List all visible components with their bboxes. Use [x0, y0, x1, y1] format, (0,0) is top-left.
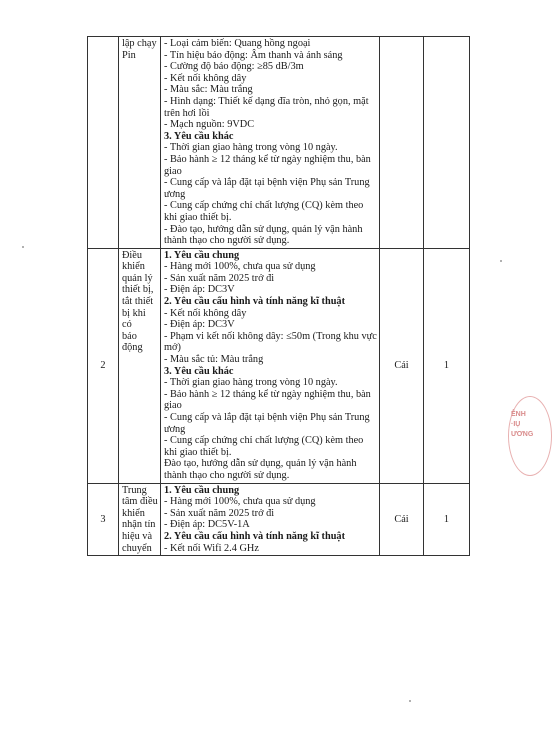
stamp-text: ÊNH [511, 411, 526, 418]
item-name-line: chuyển [122, 542, 152, 554]
requirement-line: - Cung cấp chứng chỉ chất lượng (CQ) kèm theo khi giao thiết bị. [164, 200, 364, 223]
technical-requirements [161, 248, 380, 483]
item-name-line: Pin [122, 49, 136, 61]
item-name [119, 37, 161, 249]
row-number: 2 [88, 248, 119, 483]
requirement-line: - Hình dạng: Thiết kế dạng đĩa tròn, nhỏ gọn, mặt trên hơi lồi [164, 95, 369, 119]
specification-table [87, 36, 470, 556]
requirement-heading: 1. Yêu cầu chung [164, 249, 240, 261]
red-seal-stamp [508, 396, 534, 476]
item-name-line: quản lý [122, 272, 153, 284]
requirement-line: - Loại cảm biến: Quang hồng ngoại [164, 38, 311, 49]
requirement-line: - Kết nối không dây [164, 72, 247, 84]
requirement-line: - Thời gian giao hàng trong vòng 10 ngày. [164, 142, 338, 154]
item-name-line: báo động [122, 330, 143, 354]
requirement-line: - Kết nối không dây [164, 307, 247, 319]
requirement-line: - Sản xuất năm 2025 trở đi [164, 272, 275, 284]
quantity: 1 [424, 483, 470, 556]
stamp-text: ƯƠNG [511, 431, 534, 438]
item-name-line: tâm điều [122, 496, 158, 508]
requirement-line: - Sản xuất năm 2025 trở đi [164, 507, 275, 519]
item-name-line: nhận tín [122, 519, 156, 531]
requirement-heading: 1. Yêu cầu chung [164, 484, 240, 496]
row-number: 3 [88, 483, 119, 556]
requirement-line: - Hàng mới 100%, chưa qua sử dụng [164, 496, 316, 508]
unit: Cái [380, 248, 424, 483]
requirement-line: - Phạm vi kết nối không dây: ≤50m (Trong khu vực mở) [164, 330, 377, 354]
item-name-line: Điều [122, 249, 143, 261]
item-name-line: khiển [122, 261, 145, 273]
requirement-line: - Kết nối Wifi 2.4 GHz [164, 542, 259, 554]
item-name [119, 483, 161, 556]
scan-speck [500, 260, 502, 262]
stamp-text: ·IỤ [511, 421, 521, 428]
row-number [88, 37, 119, 249]
requirement-line: - Cung cấp và lắp đặt tại bệnh viện Phụ sản Trung ương [164, 412, 370, 435]
requirement-line: - Cung cấp và lắp đặt tại bệnh viện Phụ sản Trung ương [164, 177, 370, 200]
requirement-line: - Điện áp: DC3V [164, 319, 235, 331]
requirement-line: Đào tạo, hướng dẫn sử dụng, quản lý vận hành thành thạo cho người sử dụng. [164, 458, 357, 481]
item-name-line: Trung [122, 484, 147, 496]
unit [380, 37, 424, 249]
technical-requirements [161, 37, 380, 249]
requirement-line: - Bảo hành ≥ 12 tháng kể từ ngày nghiệm thu, bàn giao [164, 388, 371, 412]
requirement-heading: 2. Yêu cầu cấu hình và tính năng kĩ thuật [164, 530, 346, 542]
table-row [88, 483, 470, 556]
requirement-line: - Đào tạo, hướng dẫn sử dụng, quản lý vận hành thành thạo cho người sử dụng. [164, 223, 363, 247]
requirement-line: - Mạch nguồn: 9VDC [164, 119, 255, 131]
requirement-line: - Màu sắc: Màu trắng [164, 84, 253, 96]
requirement-line: - Điện áp: DC3V [164, 284, 235, 296]
requirement-line: - Cung cấp chứng chỉ chất lượng (CQ) kèm theo khi giao thiết bị. [164, 435, 364, 458]
quantity [424, 37, 470, 249]
requirement-line: - Tín hiệu báo động: Âm thanh và ánh sáng [164, 49, 343, 61]
requirement-heading: 3. Yêu cầu khác [164, 365, 234, 377]
requirement-line: - Cường độ báo động: ≥85 dB/3m [164, 61, 304, 73]
item-name-line: hiệu và [122, 530, 153, 542]
requirement-line: - Thời gian giao hàng trong vòng 10 ngày. [164, 377, 338, 389]
item-name-line: khiển [122, 507, 145, 519]
requirement-line: - Hàng mới 100%, chưa qua sử dụng [164, 261, 316, 273]
unit: Cái [380, 483, 424, 556]
item-name-line: tắt thiết [122, 296, 154, 308]
table-row [88, 37, 470, 249]
requirement-line: - Điện áp: DC5V-1A [164, 519, 250, 531]
quantity: 1 [424, 248, 470, 483]
item-name [119, 248, 161, 483]
item-name-line: bị khi có [122, 307, 146, 331]
requirement-line: - Bảo hành ≥ 12 tháng kể từ ngày nghiệm thu, bàn giao [164, 153, 371, 177]
item-name-line: lập chạy [122, 38, 157, 49]
item-name-line: thiết bị, [122, 284, 154, 296]
requirement-heading: 2. Yêu cầu cấu hình và tính năng kĩ thuật [164, 296, 346, 308]
technical-requirements [161, 483, 380, 556]
scan-speck [22, 246, 24, 248]
scan-speck [409, 700, 411, 702]
requirement-heading: 3. Yêu cầu khác [164, 130, 234, 142]
table-row [88, 248, 470, 483]
requirement-line: - Màu sắc tủ: Màu trắng [164, 354, 264, 366]
